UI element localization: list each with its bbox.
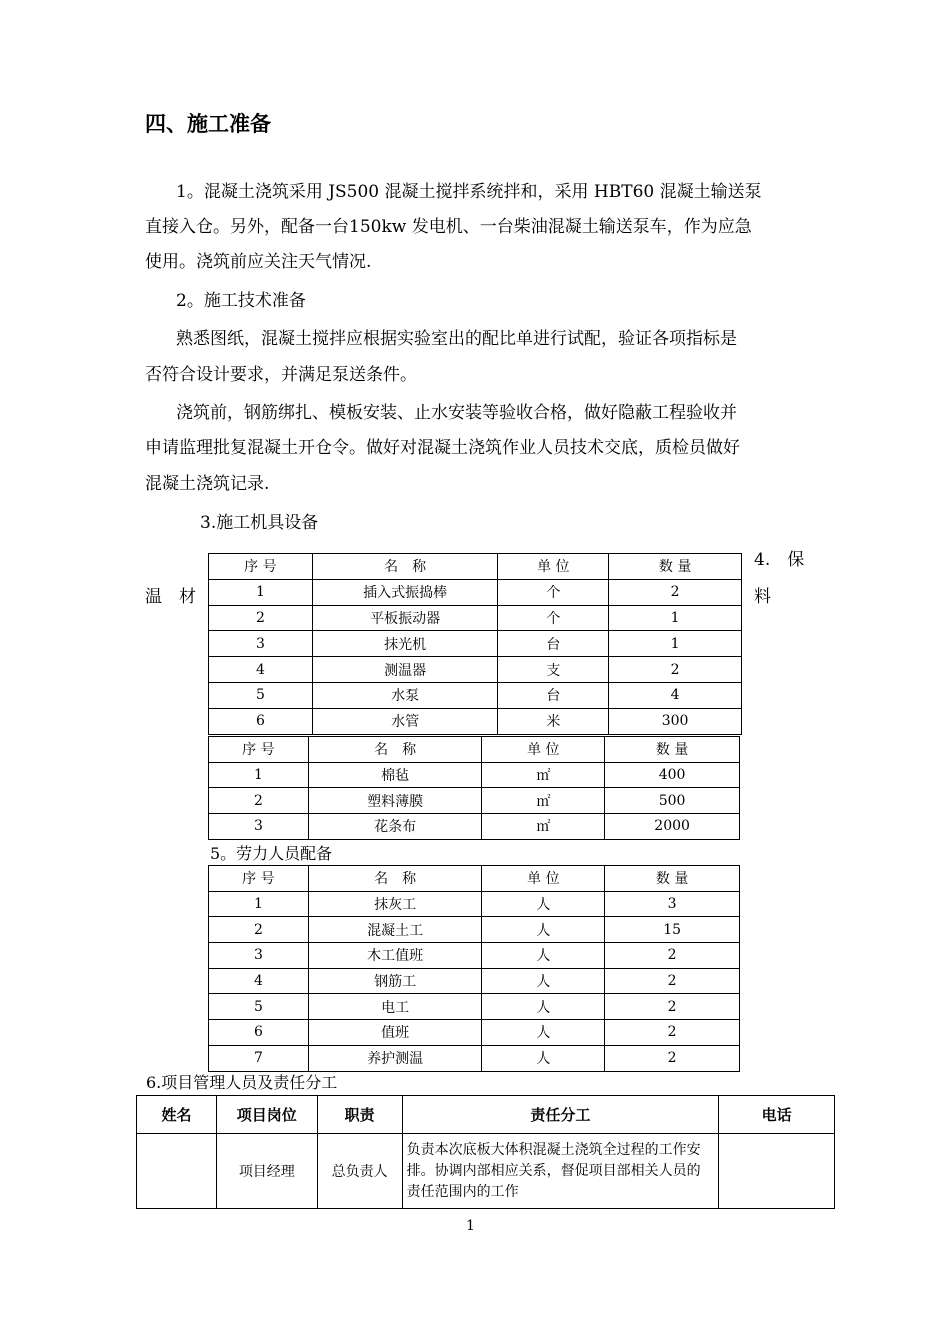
- table-cell: 4: [209, 657, 313, 683]
- table-cell: 米: [498, 708, 609, 734]
- table-cell: 人: [482, 994, 605, 1020]
- header-cell: 名 称: [308, 737, 482, 763]
- table-cell: 个: [498, 579, 609, 605]
- table-cell: 养护测温: [308, 1045, 482, 1071]
- table-cell: ㎡: [482, 788, 605, 814]
- table-cell: 平板振动器: [312, 605, 498, 631]
- table-cell: 值班: [308, 1020, 482, 1046]
- table-cell: 400: [605, 762, 740, 788]
- subsection-4-title-fragment-c: 料: [754, 587, 771, 607]
- header-cell: 电话: [719, 1096, 835, 1134]
- table-cell: 2: [609, 657, 742, 683]
- header-cell: 名 称: [312, 554, 498, 580]
- table-cell: ㎡: [482, 762, 605, 788]
- phone-cell: [719, 1134, 835, 1209]
- header-cell: 名 称: [308, 866, 482, 892]
- duty-cell: 总负责人: [317, 1134, 402, 1209]
- paragraph-2-line-2: 否符合设计要求，并满足泵送条件。: [145, 365, 417, 385]
- subsection-5-title: 5。劳力人员配备: [210, 844, 333, 863]
- table-row: [209, 657, 742, 683]
- table-row: [209, 605, 742, 631]
- subsection-4-title-fragment-b: 温 材: [145, 587, 196, 607]
- table-cell: 棉毡: [308, 762, 482, 788]
- table-row: [209, 943, 740, 969]
- header-cell: 单 位: [498, 554, 609, 580]
- name-cell: [137, 1134, 217, 1209]
- table-cell: 水管: [312, 708, 498, 734]
- table-cell: 6: [209, 1020, 309, 1046]
- subsection-2-title: 2。施工技术准备: [176, 291, 306, 311]
- header-cell: 数 量: [609, 554, 742, 580]
- table-cell: 2: [609, 579, 742, 605]
- table-header-row: [209, 866, 740, 892]
- table-cell: 2: [209, 605, 313, 631]
- table-row: [209, 1020, 740, 1046]
- subsection-6-title: 6.项目管理人员及责任分工: [146, 1073, 338, 1092]
- table-cell: 人: [482, 917, 605, 943]
- table-cell: 人: [482, 1020, 605, 1046]
- table-row: [209, 917, 740, 943]
- paragraph-3-line-2: 申请监理批复混凝土开仓令。做好对混凝土浇筑作业人员技术交底，质检员做好: [145, 438, 740, 458]
- labor-table: [208, 865, 740, 1072]
- table-cell: 抹灰工: [308, 891, 482, 917]
- management-table: [136, 1095, 835, 1209]
- paragraph-1-line-3: 使用。浇筑前应关注天气情况.: [145, 252, 372, 272]
- table-cell: 3: [209, 631, 313, 657]
- table-cell: 测温器: [312, 657, 498, 683]
- table-row: [209, 968, 740, 994]
- table-cell: 台: [498, 682, 609, 708]
- table-cell: 2: [605, 943, 740, 969]
- header-cell: 单 位: [482, 866, 605, 892]
- table-row: [209, 762, 740, 788]
- table-cell: 2: [605, 968, 740, 994]
- section-heading: 四、施工准备: [145, 112, 271, 136]
- table-row: [209, 682, 742, 708]
- table-cell: 7: [209, 1045, 309, 1071]
- table-cell: 混凝土工: [308, 917, 482, 943]
- table-header-row: [209, 737, 740, 763]
- table-header-row: [209, 554, 742, 580]
- table-cell: 5: [209, 682, 313, 708]
- subsection-3-title: 3.施工机具设备: [200, 513, 319, 533]
- table-cell: 1: [209, 891, 309, 917]
- paragraph-3-line-3: 混凝土浇筑记录.: [145, 474, 270, 494]
- table-cell: 3: [209, 943, 309, 969]
- table-cell: 支: [498, 657, 609, 683]
- table-cell: 5: [209, 994, 309, 1020]
- table-row: [209, 891, 740, 917]
- table-row: [209, 631, 742, 657]
- table-cell: 人: [482, 1045, 605, 1071]
- table-cell: 2000: [605, 814, 740, 840]
- responsibility-cell: 负责本次底板大体积混凝土浇筑全过程的工作安排。协调内部相应关系，督促项目部相关人员的责任范围内的工作: [402, 1134, 719, 1209]
- table-cell: 台: [498, 631, 609, 657]
- table-cell: 插入式振捣棒: [312, 579, 498, 605]
- table-cell: 4: [209, 968, 309, 994]
- table-cell: 1: [209, 762, 309, 788]
- table-cell: 3: [605, 891, 740, 917]
- header-cell: 序 号: [209, 554, 313, 580]
- table-cell: 花条布: [308, 814, 482, 840]
- table-row: [137, 1134, 835, 1209]
- table-cell: 3: [209, 814, 309, 840]
- table-cell: 人: [482, 943, 605, 969]
- header-cell: 数 量: [605, 866, 740, 892]
- header-cell: 单 位: [482, 737, 605, 763]
- table-cell: 人: [482, 891, 605, 917]
- subsection-4-title-fragment-a: 4. 保: [754, 550, 805, 570]
- header-cell: 序 号: [209, 737, 309, 763]
- table-row: [209, 814, 740, 840]
- header-cell: 项目岗位: [216, 1096, 317, 1134]
- table-cell: 2: [605, 1045, 740, 1071]
- materials-table: [208, 736, 740, 840]
- post-cell: 项目经理: [216, 1134, 317, 1209]
- header-cell: 责任分工: [402, 1096, 719, 1134]
- table-row: [209, 788, 740, 814]
- table-header-row: [137, 1096, 835, 1134]
- table-cell: 1: [209, 579, 313, 605]
- header-cell: 职责: [317, 1096, 402, 1134]
- paragraph-1-line-1: 1。混凝土浇筑采用 JS500 混凝土搅拌系统拌和，采用 HBT60 混凝土输送泵: [176, 182, 762, 202]
- table-cell: 木工值班: [308, 943, 482, 969]
- table-cell: 抹光机: [312, 631, 498, 657]
- table-cell: 2: [605, 1020, 740, 1046]
- table-row: [209, 579, 742, 605]
- table-cell: 15: [605, 917, 740, 943]
- header-cell: 姓名: [137, 1096, 217, 1134]
- page-number: 1: [466, 1218, 475, 1234]
- table-cell: 4: [609, 682, 742, 708]
- paragraph-1-line-2: 直接入仓。另外，配备一台150kw 发电机、一台柴油混凝土输送泵车，作为应急: [145, 217, 752, 237]
- table-cell: 2: [605, 994, 740, 1020]
- equipment-table: [208, 553, 742, 735]
- table-cell: ㎡: [482, 814, 605, 840]
- header-cell: 序 号: [209, 866, 309, 892]
- paragraph-2-line-1: 熟悉图纸，混凝土搅拌应根据实验室出的配比单进行试配，验证各项指标是: [176, 329, 737, 349]
- table-cell: 300: [609, 708, 742, 734]
- table-cell: 个: [498, 605, 609, 631]
- table-cell: 塑料薄膜: [308, 788, 482, 814]
- table-row: [209, 994, 740, 1020]
- table-cell: 2: [209, 917, 309, 943]
- table-cell: 500: [605, 788, 740, 814]
- header-cell: 数 量: [605, 737, 740, 763]
- paragraph-3-line-1: 浇筑前，钢筋绑扎、模板安装、止水安装等验收合格，做好隐蔽工程验收并: [176, 403, 737, 423]
- table-cell: 6: [209, 708, 313, 734]
- table-cell: 1: [609, 605, 742, 631]
- table-cell: 人: [482, 968, 605, 994]
- table-cell: 钢筋工: [308, 968, 482, 994]
- table-row: [209, 1045, 740, 1071]
- table-cell: 2: [209, 788, 309, 814]
- table-row: [209, 708, 742, 734]
- table-cell: 1: [609, 631, 742, 657]
- table-cell: 水泵: [312, 682, 498, 708]
- table-cell: 电工: [308, 994, 482, 1020]
